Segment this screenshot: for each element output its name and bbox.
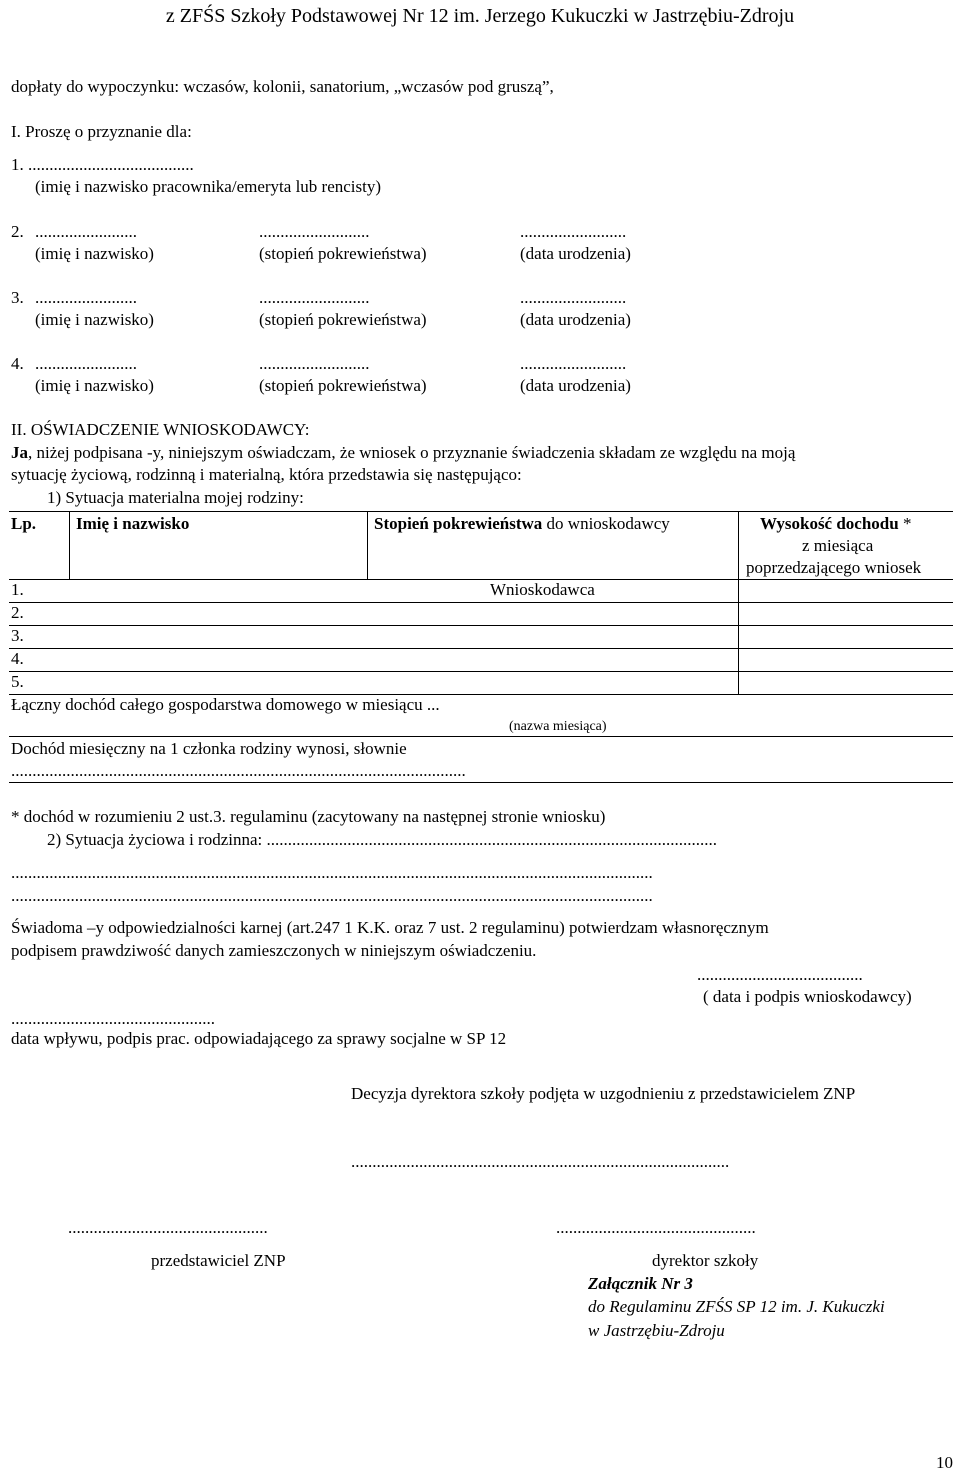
intro-text: dopłaty do wypoczynku: wczasów, kolonii, sanatorium, „wczasów pod gruszą”, xyxy=(11,77,554,96)
per-capita-dots: ........................................................................................................... xyxy=(11,761,466,780)
declaration-line1 xyxy=(11,442,795,464)
table-row-border-2 xyxy=(9,625,953,626)
row3-dots-relation: .......................... xyxy=(259,288,370,307)
director-label: dyrektor szkoły xyxy=(652,1251,759,1270)
applicant-signature-caption: ( data i podpis wnioskodawcy) xyxy=(703,987,912,1006)
receipt-caption: data wpływu, podpis prac. odpowiadającego za sprawy socjalne w SP 12 xyxy=(11,1029,507,1048)
table-row-lp: 1. xyxy=(11,580,24,599)
row2-caption-name: (imię i nazwisko) xyxy=(35,244,154,263)
row4-caption-relation: (stopień pokrewieństwa) xyxy=(259,376,427,395)
table-row-relation: Wnioskodawca xyxy=(490,580,595,599)
table-header-income xyxy=(760,513,911,535)
row2-dots-relation: .......................... xyxy=(259,222,370,241)
declaration-text1: , niżej podpisana -y, niniejszym oświadczam, że wniosek o przyznanie świadczenia składam ze względu na moją xyxy=(28,443,796,462)
table-row-border-1 xyxy=(9,602,953,603)
table-header-income-star: * xyxy=(898,514,912,533)
row3-caption-name: (imię i nazwisko) xyxy=(35,310,154,329)
row2-dots-birthdate: ......................... xyxy=(520,222,627,241)
table-top-border xyxy=(9,511,953,512)
declaration-line2: sytuację życiową, rodzinną i materialną, która przedstawia się następująco: xyxy=(11,465,522,484)
item1-caption: (imię i nazwisko pracownika/emeryta lub rencisty) xyxy=(35,177,382,196)
material-situation-label: 1) Sytuacja materialna mojej rodziny: xyxy=(47,488,304,507)
table-col-divider-1 xyxy=(69,511,70,579)
section1-heading: I. Proszę o przyznanie dla: xyxy=(11,122,192,141)
row3-caption-relation: (stopień pokrewieństwa) xyxy=(259,310,427,329)
table-header-relation xyxy=(374,513,670,535)
row2-caption-relation: (stopień pokrewieństwa) xyxy=(259,244,427,263)
table-header-income-l3: poprzedzającego wniosek xyxy=(746,558,922,577)
row3-dots-name: ........................ xyxy=(35,288,137,307)
table-header-lp: Lp. xyxy=(11,514,37,533)
director-decision-dots: ......................................................................................... xyxy=(351,1152,730,1171)
total-row-border xyxy=(9,736,953,737)
applicant-signature-dots: ....................................... xyxy=(697,965,863,984)
life-situation-dots-2: ....................................................................................................................................................... xyxy=(11,886,653,905)
row2-dots-name: ........................ xyxy=(35,222,137,241)
declaration-ja: Ja xyxy=(11,443,28,462)
total-income-label: Łączny dochód całego gospodarstwa domowego w miesiącu ... xyxy=(11,695,440,714)
director-signature-dots: ............................................... xyxy=(556,1218,756,1237)
footnote: * dochód w rozumieniu 2 ust.3. regulaminu (zacytowany na następnej stronie wniosku) xyxy=(11,807,606,826)
page-number: 10 xyxy=(936,1453,953,1472)
row4-num: 4. xyxy=(11,354,24,373)
row4-dots-relation: .......................... xyxy=(259,354,370,373)
life-situation-label: 2) Sytuacja życiowa i rodzinna: .......................................................................................................... xyxy=(47,830,718,849)
table-header-income-bold: Wysokość dochodu xyxy=(760,514,899,533)
section2-heading: II. OŚWIADCZENIE WNIOSKODAWCY: xyxy=(11,420,310,439)
per-capita-label: Dochód miesięczny na 1 członka rodziny wynosi, słownie xyxy=(11,739,407,758)
table-bottom-border xyxy=(9,782,953,783)
table-header-relation-bold: Stopień pokrewieństwa xyxy=(374,514,543,533)
row3-num: 3. xyxy=(11,288,24,307)
row4-dots-birthdate: ......................... xyxy=(520,354,627,373)
row4-caption-name: (imię i nazwisko) xyxy=(35,376,154,395)
table-header-relation-rest: do wnioskodawcy xyxy=(542,514,670,533)
row3-caption-birthdate: (data urodzenia) xyxy=(520,310,631,329)
row3-dots-birthdate: ......................... xyxy=(520,288,627,307)
receipt-dots: ................................................ xyxy=(11,1009,215,1028)
table-row-border-3 xyxy=(9,648,953,649)
document-header-title: z ZFŚS Szkoły Podstawowej Nr 12 im. Jerzego Kukuczki w Jastrzębiu-Zdroju xyxy=(165,5,795,27)
znp-signature-dots: ............................................... xyxy=(68,1218,268,1237)
life-situation-dots-1: ....................................................................................................................................................... xyxy=(11,863,653,882)
total-income-caption: (nazwa miesiąca) xyxy=(509,719,607,734)
row4-caption-birthdate: (data urodzenia) xyxy=(520,376,631,395)
table-header-income-l2: z miesiąca xyxy=(802,536,874,555)
row2-caption-birthdate: (data urodzenia) xyxy=(520,244,631,263)
attachment-location: w Jastrzębiu-Zdroju xyxy=(588,1321,725,1340)
attachment-title: Załącznik Nr 3 xyxy=(588,1274,693,1293)
table-row-border-4 xyxy=(9,671,953,672)
director-decision-label: Decyzja dyrektora szkoły podjęta w uzgodnieniu z przedstawicielem ZNP xyxy=(351,1084,856,1103)
row4-dots-name: ........................ xyxy=(35,354,137,373)
table-row-lp: 3. xyxy=(11,626,24,645)
table-row-lp: 4. xyxy=(11,649,24,668)
item1-dots: 1. ....................................... xyxy=(11,155,194,174)
table-header-name: Imię i nazwisko xyxy=(76,514,190,533)
row2-num: 2. xyxy=(11,222,24,241)
table-col-divider-2 xyxy=(367,511,368,579)
table-row-lp: 5. xyxy=(11,672,24,691)
table-row-lp: 2. xyxy=(11,603,24,622)
awareness-line2: podpisem prawdziwość danych zamieszczonych w niniejszym oświadczeniu. xyxy=(11,941,537,960)
attachment-regulation: do Regulaminu ZFŚS SP 12 im. J. Kukuczki xyxy=(588,1297,885,1316)
awareness-line1: Świadoma –y odpowiedzialności karnej (art.247 1 K.K. oraz 7 ust. 2 regulaminu) potwierdzam własnoręcznym xyxy=(11,918,769,937)
table-row-border-0 xyxy=(9,579,953,580)
znp-representative-label: przedstawiciel ZNP xyxy=(151,1251,286,1270)
